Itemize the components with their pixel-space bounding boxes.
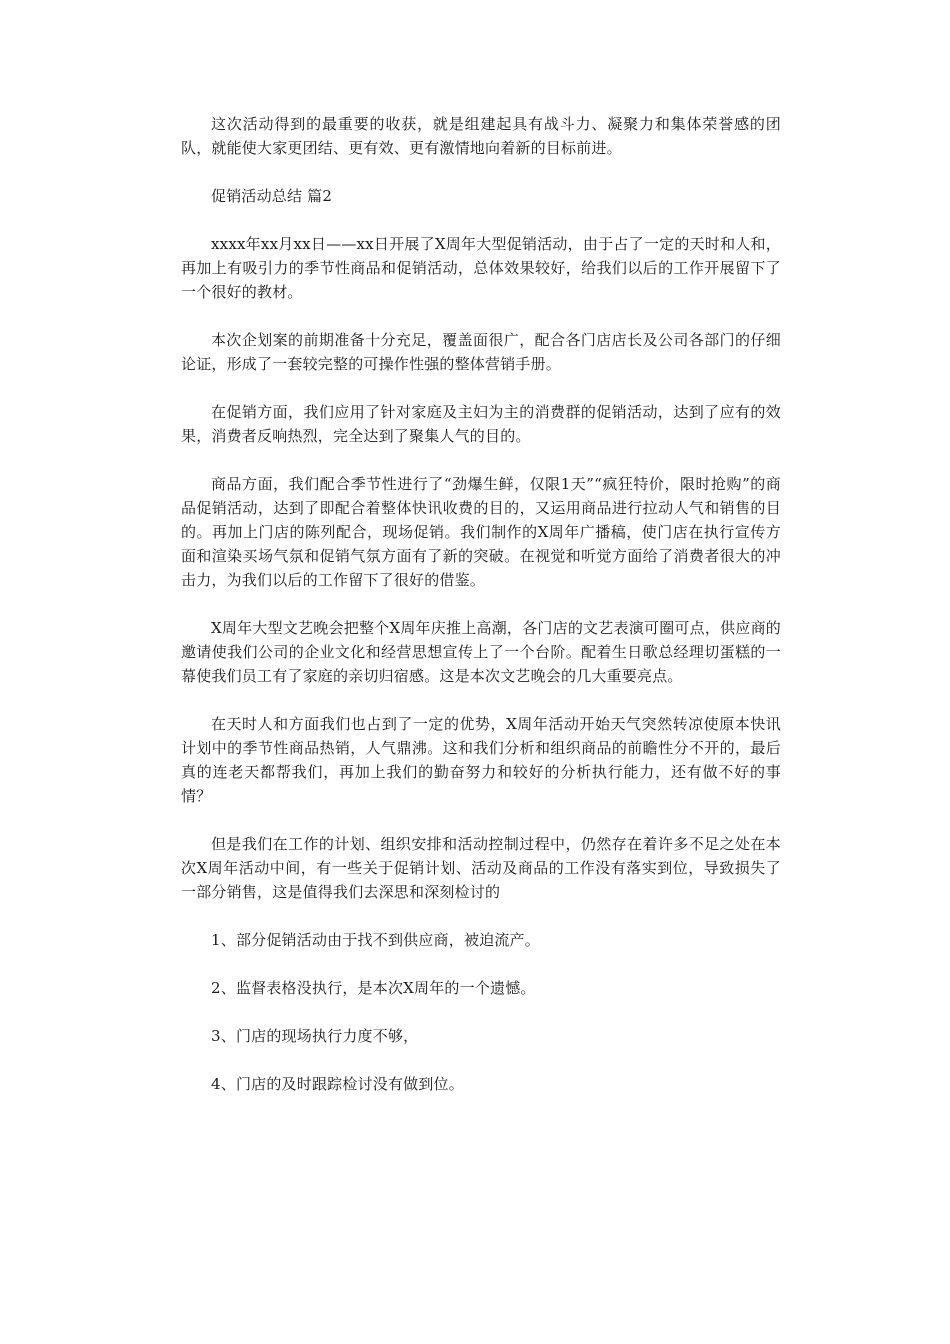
section-heading: 促销活动总结 篇2 — [211, 187, 333, 205]
paragraph: 本次企划案的前期准备十分充足，覆盖面很广，配合各门店店长及公司各部门的仔细论证，形成了一套较完整的可操作性强的整体营销手册。 — [181, 331, 781, 373]
paragraph: 商品方面，我们配合季节性进行了“劲爆生鲜，仅限1天”“疯狂特价，限时抢购”的商品促销活动，达到了即配合着整体快讯收费的目的，又运用商品进行拉动人气和销售的目的。再加上门店的陈列配合，现场促销。我们制作的X周年广播稿，使门店在执行宣传方面和渲染买场气氛和促销气氛方面有了新的突破。在视觉和听觉方面给了消费者很大的冲击力，为我们以后的工作留下了很好的借鉴。 — [181, 475, 781, 589]
list-item: 3、门店的现场执行力度不够， — [211, 1027, 419, 1045]
list-item: 4、门店的及时跟踪检讨没有做到位。 — [211, 1075, 464, 1093]
paragraph: 但是我们在工作的计划、组织安排和活动控制过程中，仍然存在着许多不足之处在本次X周年活动中间，有一些关于促销计划、活动及商品的工作没有落实到位，导致损失了一部分销售，这是值得我们去深思和深刻检讨的 — [181, 835, 781, 901]
paragraph: 在天时人和方面我们也占到了一定的优势，X周年活动开始天气突然转凉使原本快讯计划中的季节性商品热销，人气鼎沸。这和我们分析和组织商品的前瞻性分不开的，最后真的连老天都帮我们，再加上我们的勤奋努力和较好的分析执行能力，还有做不好的事情？ — [181, 715, 781, 805]
paragraph: 在促销方面，我们应用了针对家庭及主妇为主的消费群的促销活动，达到了应有的效果，消费者反响热烈，完全达到了聚集人气的目的。 — [181, 403, 781, 445]
paragraph-intro: 这次活动得到的最重要的收获，就是组建起具有战斗力、凝聚力和集体荣誉感的团队，就能使大家更团结、更有效、更有激情地向着新的目标前进。 — [181, 115, 781, 157]
document-body — [181, 112, 781, 1120]
list-item: 2、监督表格没执行，是本次X周年的一个遗憾。 — [211, 979, 536, 997]
paragraph: xxxx年xx月xx日——xx日开展了X周年大型促销活动，由于占了一定的天时和人和，再加上有吸引力的季节性商品和促销活动，总体效果较好，给我们以后的工作开展留下了一个很好的教材。 — [181, 235, 781, 301]
list-item: 1、部分促销活动由于找不到供应商，被迫流产。 — [211, 931, 540, 949]
paragraph: X周年大型文艺晚会把整个X周年庆推上高潮，各门店的文艺表演可圈可点，供应商的邀请使我们公司的企业文化和经营思想宣传上了一个台阶。配着生日歌总经理切蛋糕的一幕使我们员工有了家庭的亲切归宿感。这是本次文艺晚会的几大重要亮点。 — [181, 619, 781, 685]
